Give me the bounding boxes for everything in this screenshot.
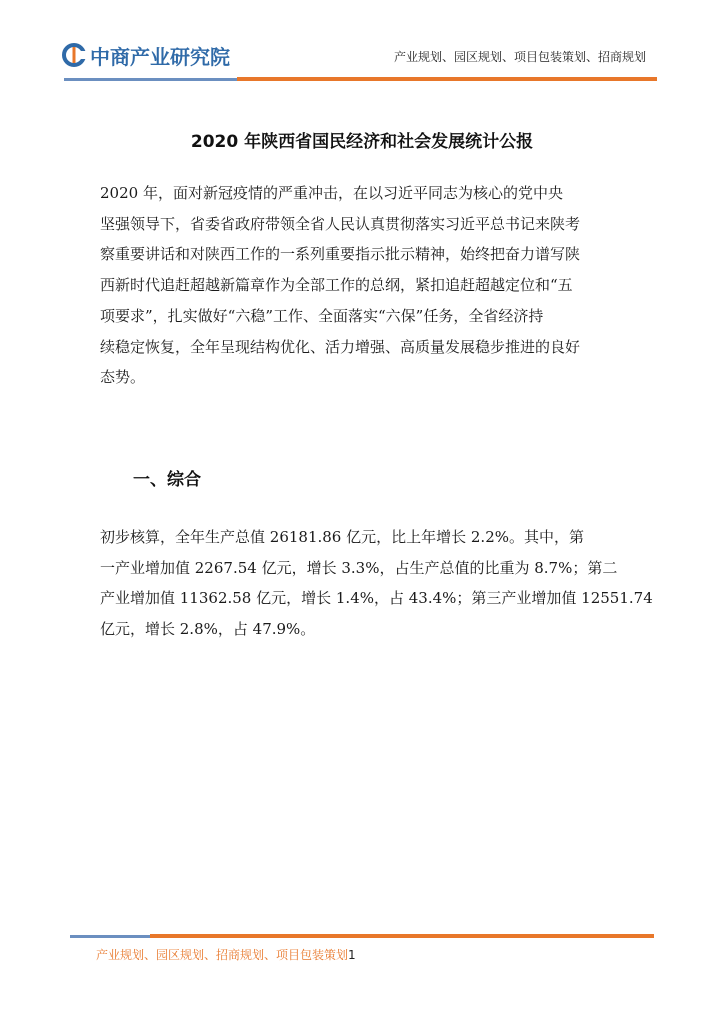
intro-line: 2020 年，面对新冠疫情的严重冲击，在以习近平同志为核心的党中央 xyxy=(100,184,563,202)
intro-line: 西新时代追赶超越新篇章作为全部工作的总纲，紧扣追赶超越定位和“五 xyxy=(100,276,573,295)
summary-line: 一产业增加值 2267.54 亿元，增长 3.3%，占生产总值的比重为 8.7%；第二 xyxy=(100,558,618,577)
header-rule-orange xyxy=(237,77,657,81)
summary-line: 亿元，增长 2.8%，占 47.9%。 xyxy=(100,620,316,639)
ccid-logo-icon xyxy=(62,43,86,67)
header-rule-blue xyxy=(64,78,237,81)
footer-rule-orange xyxy=(150,934,654,938)
intro-line: 察重要讲话和对陕西工作的一系列重要指示批示精神，始终把奋力谱写陕 xyxy=(100,245,581,264)
intro-line: 态势。 xyxy=(100,368,146,387)
header-tagline: 产业规划、园区规划、项目包装策划、招商规划 xyxy=(393,50,646,64)
page-number: 1 xyxy=(348,948,356,962)
summary-paragraph xyxy=(100,522,660,645)
intro-paragraph xyxy=(100,178,660,393)
footer-text: 产业规划、园区规划、招商规划、项目包装策划 xyxy=(96,948,349,962)
intro-line: 坚强领导下，省委省政府带领全省人民认真贯彻落实习近平总书记来陕考 xyxy=(100,214,581,233)
page-footer xyxy=(96,946,356,963)
intro-line: 续稳定恢复，全年呈现结构优化、活力增强、高质量发展稳步推进的良好 xyxy=(100,337,581,356)
page-header xyxy=(0,0,724,90)
summary-line: 产业增加值 11362.58 亿元，增长 1.4%，占 43.4%；第三产业增加值 12551.74 xyxy=(100,589,653,608)
summary-line: 初步核算，全年生产总值 26181.86 亿元，比上年增长 2.2%。其中，第 xyxy=(100,528,584,546)
logo-text: 中商产业研究院 xyxy=(90,44,230,69)
document-title: 2020 年陕西省国民经济和社会发展统计公报 xyxy=(190,132,534,152)
intro-line: 项要求”，扎实做好“六稳”工作、全面落实“六保”任务，全省经济持 xyxy=(100,306,544,325)
footer-rule-blue xyxy=(70,935,150,938)
section-heading: 一、综合 xyxy=(133,470,201,490)
brand-logo xyxy=(62,40,230,70)
